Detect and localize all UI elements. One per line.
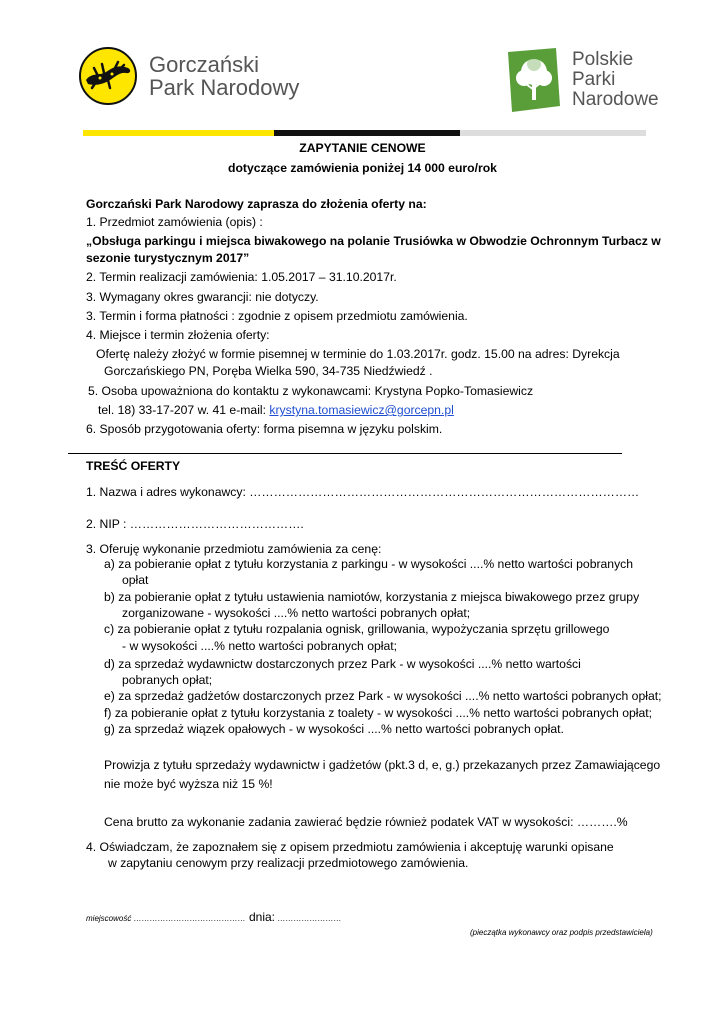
item-3b: 3. Termin i forma płatności : zgodnie z opisem przedmiotu zamówienia. — [86, 309, 468, 323]
ppn-logo-line3: Narodowe — [572, 89, 659, 110]
offer-4-1: 4. Oświadczam, że zapoznałem się z opisem przedmiotu zamówienia i akceptuję warunki opisane — [86, 840, 614, 854]
item-2: 2. Termin realizacji zamówienia: 1.05.2017 – 31.10.2017r. — [86, 270, 397, 284]
gpn-logo-line2: Park Narodowy — [149, 75, 300, 100]
offer-2: 2. NIP : ……………………………………. — [86, 517, 304, 531]
offer-e: e) za sprzedaż gadżetów dostarczonych przez Park - w wysokości ....% netto wartości pobranych opłat; — [104, 689, 662, 703]
offer-3: 3. Oferuję wykonanie przedmiotu zamówienia za cenę: — [86, 542, 382, 556]
footer-place-date — [86, 910, 341, 925]
item-1-desc-2: sezonie turystycznym 2017” — [86, 251, 250, 265]
offer-heading: TREŚĆ OFERTY — [86, 459, 181, 473]
intro: Gorczański Park Narodowy zaprasza do złożenia oferty na: — [86, 197, 427, 211]
offer-a-1: a) za pobieranie opłat z tytułu korzystania z parkingu - w wysokości ....% netto wartości pobranych — [104, 557, 634, 571]
commission-2: nie może być wyższa niż 15 %! — [104, 777, 273, 791]
ppn-logo — [504, 46, 562, 114]
black-bar — [274, 130, 460, 136]
offer-c-1: c) za pobieranie opłat z tytułu rozpalania ognisk, grillowania, wypożyczania sprzętu grillowego — [104, 622, 610, 636]
offer-f: f) za pobieranie opłat z tytułu korzystania z toalety - w wysokości ....% netto wartości pobranych opłat; — [104, 706, 653, 720]
offer-d-2: pobranych opłat; — [122, 673, 213, 687]
place-field: miejscowość …………………………………… — [86, 914, 246, 923]
gpn-logo — [78, 46, 138, 106]
commission-1: Prowizja z tytułu sprzedaży wydawnictw i gadżetów (pkt.3 d, e, g.) przekazanych przez Zamawiającego — [104, 758, 661, 772]
item-5: 5. Osoba upoważniona do kontaktu z wykonawcami: Krystyna Popko-Tomasiewicz — [88, 384, 534, 398]
offer-b-1: b) za pobieranie opłat z tytułu ustawienia namiotów, korzystania z miejsca biwakowego przez grupy — [104, 590, 640, 604]
yellow-bar — [83, 130, 274, 136]
item-5-tel: tel. 18) 33-17-207 w. 41 e-mail: — [98, 403, 270, 417]
item-4-line-2: Gorczańskiego PN, Poręba Wielka 590, 34-735 Niedźwiedź . — [104, 364, 433, 378]
item-1-desc-1: „Obsługa parkingu i miejsca biwakowego na polanie Trusiówka w Obwodzie Ochronnym Turbacz w — [86, 234, 661, 248]
item-4-line-1: Ofertę należy złożyć w formie pisemnej w terminie do 1.03.2017r. godz. 15.00 na adres: Dyrekcja — [96, 347, 620, 361]
item-6: 6. Sposób przygotowania oferty: forma pisemna w języku polskim. — [86, 422, 443, 436]
offer-c-2: - w wysokości ....% netto wartości pobranych opłat; — [122, 639, 398, 653]
gpn-logo-line1: Gorczański — [149, 52, 260, 77]
doc-subtitle: dotyczące zamówienia poniżej 14 000 euro/rok — [228, 161, 497, 175]
date-field: …………………… — [275, 914, 342, 923]
salamander-icon — [78, 46, 138, 106]
item-5-contact — [98, 403, 454, 418]
grey-bar — [460, 130, 646, 136]
tree-icon — [504, 46, 562, 114]
ppn-logo-line2: Parki — [572, 69, 616, 90]
email-link[interactable]: krystyna.tomasiewicz@gorcepn.pl — [269, 403, 454, 417]
section-divider — [68, 453, 622, 454]
offer-4-2: w zapytaniu cenowym przy realizacji przedmiotowego zamówienia. — [108, 856, 469, 870]
item-4: 4. Miejsce i termin złożenia oferty: — [86, 328, 270, 342]
item-3: 3. Wymagany okres gwarancji: nie dotyczy. — [86, 290, 319, 304]
date-label: dnia: — [248, 910, 275, 924]
item-1: 1. Przedmiot zamówienia (opis) : — [86, 215, 263, 229]
signature-caption: (pieczątka wykonawcy oraz podpis przedstawiciela) — [470, 928, 653, 937]
offer-b-2: zorganizowane - wysokości ....% netto wartości pobranych opłat; — [122, 606, 471, 620]
offer-g: g) za sprzedaż wiązek opałowych - w wysokości ....% netto wartości pobranych opłat. — [104, 722, 564, 736]
doc-title: ZAPYTANIE CENOWE — [299, 141, 426, 155]
vat-line: Cena brutto za wykonanie zadania zawierać będzie również podatek VAT w wysokości: ……….% — [104, 815, 628, 829]
offer-1: 1. Nazwa i adres wykonawcy: …………………………………………………………………………………… — [86, 485, 640, 499]
offer-d-1: d) za sprzedaż wydawnictw dostarczonych przez Park - w wysokości ....% netto wartości — [104, 657, 581, 671]
ppn-logo-line1: Polskie — [572, 49, 634, 70]
offer-a-2: opłat — [122, 573, 149, 587]
